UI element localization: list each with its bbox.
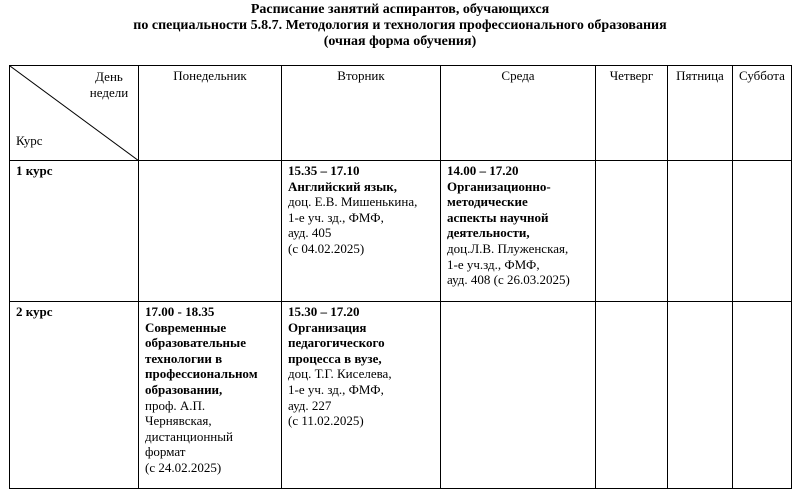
schedule-table [9,65,792,489]
cell-1-wednesday [441,161,596,302]
class-subject: Организация [288,319,367,335]
class-time: 14.00 – 17.20 [447,163,519,178]
cell-2-tuesday [282,302,441,489]
class-subject: образовательные [145,335,246,351]
corner-day-line-1: День [95,69,123,84]
class-detail: 1-е уч. зд., ФМФ, [288,209,384,225]
corner-course-label: Курс [16,133,43,148]
class-time: 17.00 - 18.35 [145,304,215,319]
class-subject: образовании, [145,381,223,397]
cell-2-thursday [596,302,668,489]
corner-day-label [64,69,154,100]
cell-2-monday [139,302,282,489]
cell-2-saturday [733,302,792,489]
class-subject: технологии в [145,350,223,366]
class-detail: формат [145,444,186,460]
cell-1-tuesday [282,161,441,302]
class-detail: ауд. 408 (с 26.03.2025) [447,272,570,288]
header-friday: Пятница [668,66,733,161]
course-row-2 [10,302,792,489]
course-cell-2: 2 курс [10,302,139,489]
header-thursday: Четверг [596,66,668,161]
cell-1-thursday [596,161,668,302]
header-monday: Понедельник [139,66,282,161]
class-detail: проф. А.П. [145,397,206,413]
header-saturday: Суббота [733,66,792,161]
class-detail: доц. Е.В. Мишенькина, [288,194,418,210]
class-detail: 1-е уч.зд., ФМФ, [447,256,540,272]
class-detail: доц.Л.В. Плуженская, [447,240,569,256]
corner-day-line-2: недели [89,84,129,100]
class-subject: Современные [145,319,227,335]
course-row-1 [10,161,792,302]
class-subject: Английский язык, [288,178,398,194]
class-detail: доц. Т.Г. Киселева, [288,366,392,382]
header-wednesday: Среда [441,66,596,161]
cell-2-friday [668,302,733,489]
page-title-line-3: (очная форма обучения) [323,34,477,49]
class-detail: (с 24.02.2025) [145,459,222,475]
class-subject: процесса в вузе, [288,350,382,366]
cell-1-monday [139,161,282,302]
class-subject: педагогического [288,335,385,351]
class-time: 15.30 – 17.20 [288,304,360,319]
class-time: 15.35 – 17.10 [288,163,360,178]
class-subject: профессиональном [145,366,258,382]
class-subject: деятельности, [447,225,530,241]
class-subject: методические [447,194,528,210]
course-cell-1: 1 курс [10,161,139,302]
class-detail: Чернявская, [145,413,212,429]
class-subject: Организационно- [447,178,551,194]
page-title-line-1: Расписание занятий аспирантов, обучающихся [250,2,550,17]
page-title-line-2: по специальности 5.8.7. Методология и технология профессионального образования [133,18,667,33]
cell-1-saturday [733,161,792,302]
class-subject: аспекты научной [447,209,549,225]
cell-1-friday [668,161,733,302]
header-tuesday: Вторник [282,66,441,161]
class-detail: (с 11.02.2025) [288,413,364,429]
header-row [10,66,792,161]
class-detail: (с 04.02.2025) [288,240,365,256]
corner-header-cell [10,66,139,161]
class-detail: ауд. 405 [288,225,332,241]
cell-2-wednesday [441,302,596,489]
class-detail: 1-е уч. зд., ФМФ, [288,381,384,397]
class-detail: дистанционный [145,428,233,444]
class-detail: ауд. 227 [288,397,332,413]
